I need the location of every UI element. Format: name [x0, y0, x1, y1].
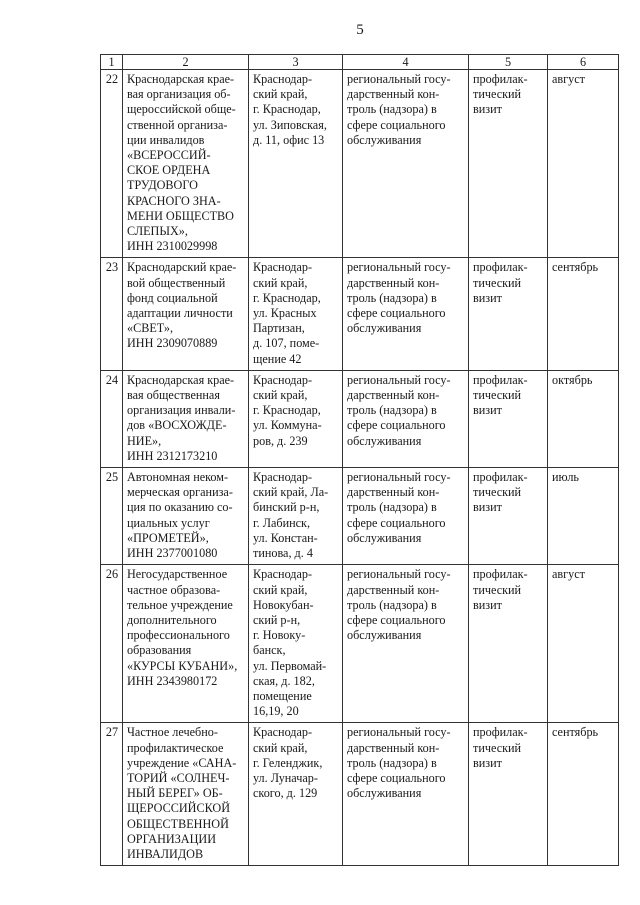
organization-address: Краснодар- ский край, Новокубан- ский р-н, г. Новоку- банск, ул. Первомай- ская, д. 182, помещение 16,19, 20 — [249, 565, 343, 723]
column-header-4: 4 — [343, 55, 469, 70]
event-month: август — [548, 565, 619, 723]
control-type: региональный госу- дарственный кон- троль (надзора) в сфере социального обслуживания — [343, 723, 469, 866]
column-header-6: 6 — [548, 55, 619, 70]
table-row — [101, 468, 619, 565]
control-type: региональный госу- дарственный кон- троль (надзора) в сфере социального обслуживания — [343, 468, 469, 565]
column-header-2: 2 — [123, 55, 249, 70]
row-number: 27 — [101, 723, 123, 866]
control-type: региональный госу- дарственный кон- троль (надзора) в сфере социального обслуживания — [343, 370, 469, 467]
event-form: профилак- тический визит — [469, 723, 548, 866]
event-month: август — [548, 70, 619, 258]
control-type: региональный госу- дарственный кон- троль (надзора) в сфере социального обслуживания — [343, 70, 469, 258]
column-header-1: 1 — [101, 55, 123, 70]
organization-address: Краснодар- ский край, г. Краснодар, ул. Зиповская, д. 11, офис 13 — [249, 70, 343, 258]
organization-name: Краснодарская крае- вая общественная организация инвали- дов «ВОСХОЖДЕ- НИЕ», ИНН 2312173210 — [123, 370, 249, 467]
event-form: профилак- тический визит — [469, 565, 548, 723]
event-month: июль — [548, 468, 619, 565]
organization-name: Краснодарский крае- вой общественный фонд социальной адаптации личности «СВЕТ», ИНН 2309070889 — [123, 258, 249, 370]
organization-address: Краснодар- ский край, г. Краснодар, ул. Красных Партизан, д. 107, поме- щение 42 — [249, 258, 343, 370]
table-row — [101, 723, 619, 866]
header-row — [101, 55, 619, 70]
table-row — [101, 370, 619, 467]
organization-name: Частное лечебно- профилактическое учреждение «САНА- ТОРИЙ «СОЛНЕЧ- НЫЙ БЕРЕГ» ОБ- ЩЕРОССИЙСКОЙ ОБЩЕСТВЕННОЙ ОРГАНИЗАЦИИ ИНВАЛИДОВ — [123, 723, 249, 866]
organization-name: Автономная неком- мерческая организа- ция по оказанию со- циальных услуг «ПРОМЕТЕЙ», ИНН 2377001080 — [123, 468, 249, 565]
event-form: профилак- тический визит — [469, 258, 548, 370]
column-header-3: 3 — [249, 55, 343, 70]
column-header-5: 5 — [469, 55, 548, 70]
row-number: 26 — [101, 565, 123, 723]
organization-address: Краснодар- ский край, г. Геленджик, ул. Луначар- ского, д. 129 — [249, 723, 343, 866]
event-form: профилак- тический визит — [469, 370, 548, 467]
table-row — [101, 565, 619, 723]
page-number: 5 — [356, 22, 364, 38]
event-form: профилак- тический визит — [469, 70, 548, 258]
event-month: сентябрь — [548, 258, 619, 370]
row-number: 25 — [101, 468, 123, 565]
control-type: региональный госу- дарственный кон- троль (надзора) в сфере социального обслуживания — [343, 565, 469, 723]
event-month: сентябрь — [548, 723, 619, 866]
organization-address: Краснодар- ский край, г. Краснодар, ул. Коммуна- ров, д. 239 — [249, 370, 343, 467]
table-row — [101, 70, 619, 258]
inspection-schedule-table — [100, 54, 619, 866]
row-number: 23 — [101, 258, 123, 370]
table-row — [101, 258, 619, 370]
row-number: 24 — [101, 370, 123, 467]
event-month: октябрь — [548, 370, 619, 467]
organization-address: Краснодар- ский край, Ла- бинский р-н, г. Лабинск, ул. Констан- тинова, д. 4 — [249, 468, 343, 565]
organization-name: Краснодарская крае- вая организация об- щероссийской обще- ственной организа- ции инвалидов «ВСЕРОССИЙ- СКОЕ ОРДЕНА ТРУДОВОГО КРАСНОГО ЗНА- МЕНИ ОБЩЕСТВО СЛЕПЫХ», ИНН 2310029998 — [123, 70, 249, 258]
row-number: 22 — [101, 70, 123, 258]
control-type: региональный госу- дарственный кон- троль (надзора) в сфере социального обслуживания — [343, 258, 469, 370]
event-form: профилак- тический визит — [469, 468, 548, 565]
organization-name: Негосударственное частное образова- тельное учреждение дополнительного профессионального образования «КУРСЫ КУБАНИ», ИНН 2343980172 — [123, 565, 249, 723]
